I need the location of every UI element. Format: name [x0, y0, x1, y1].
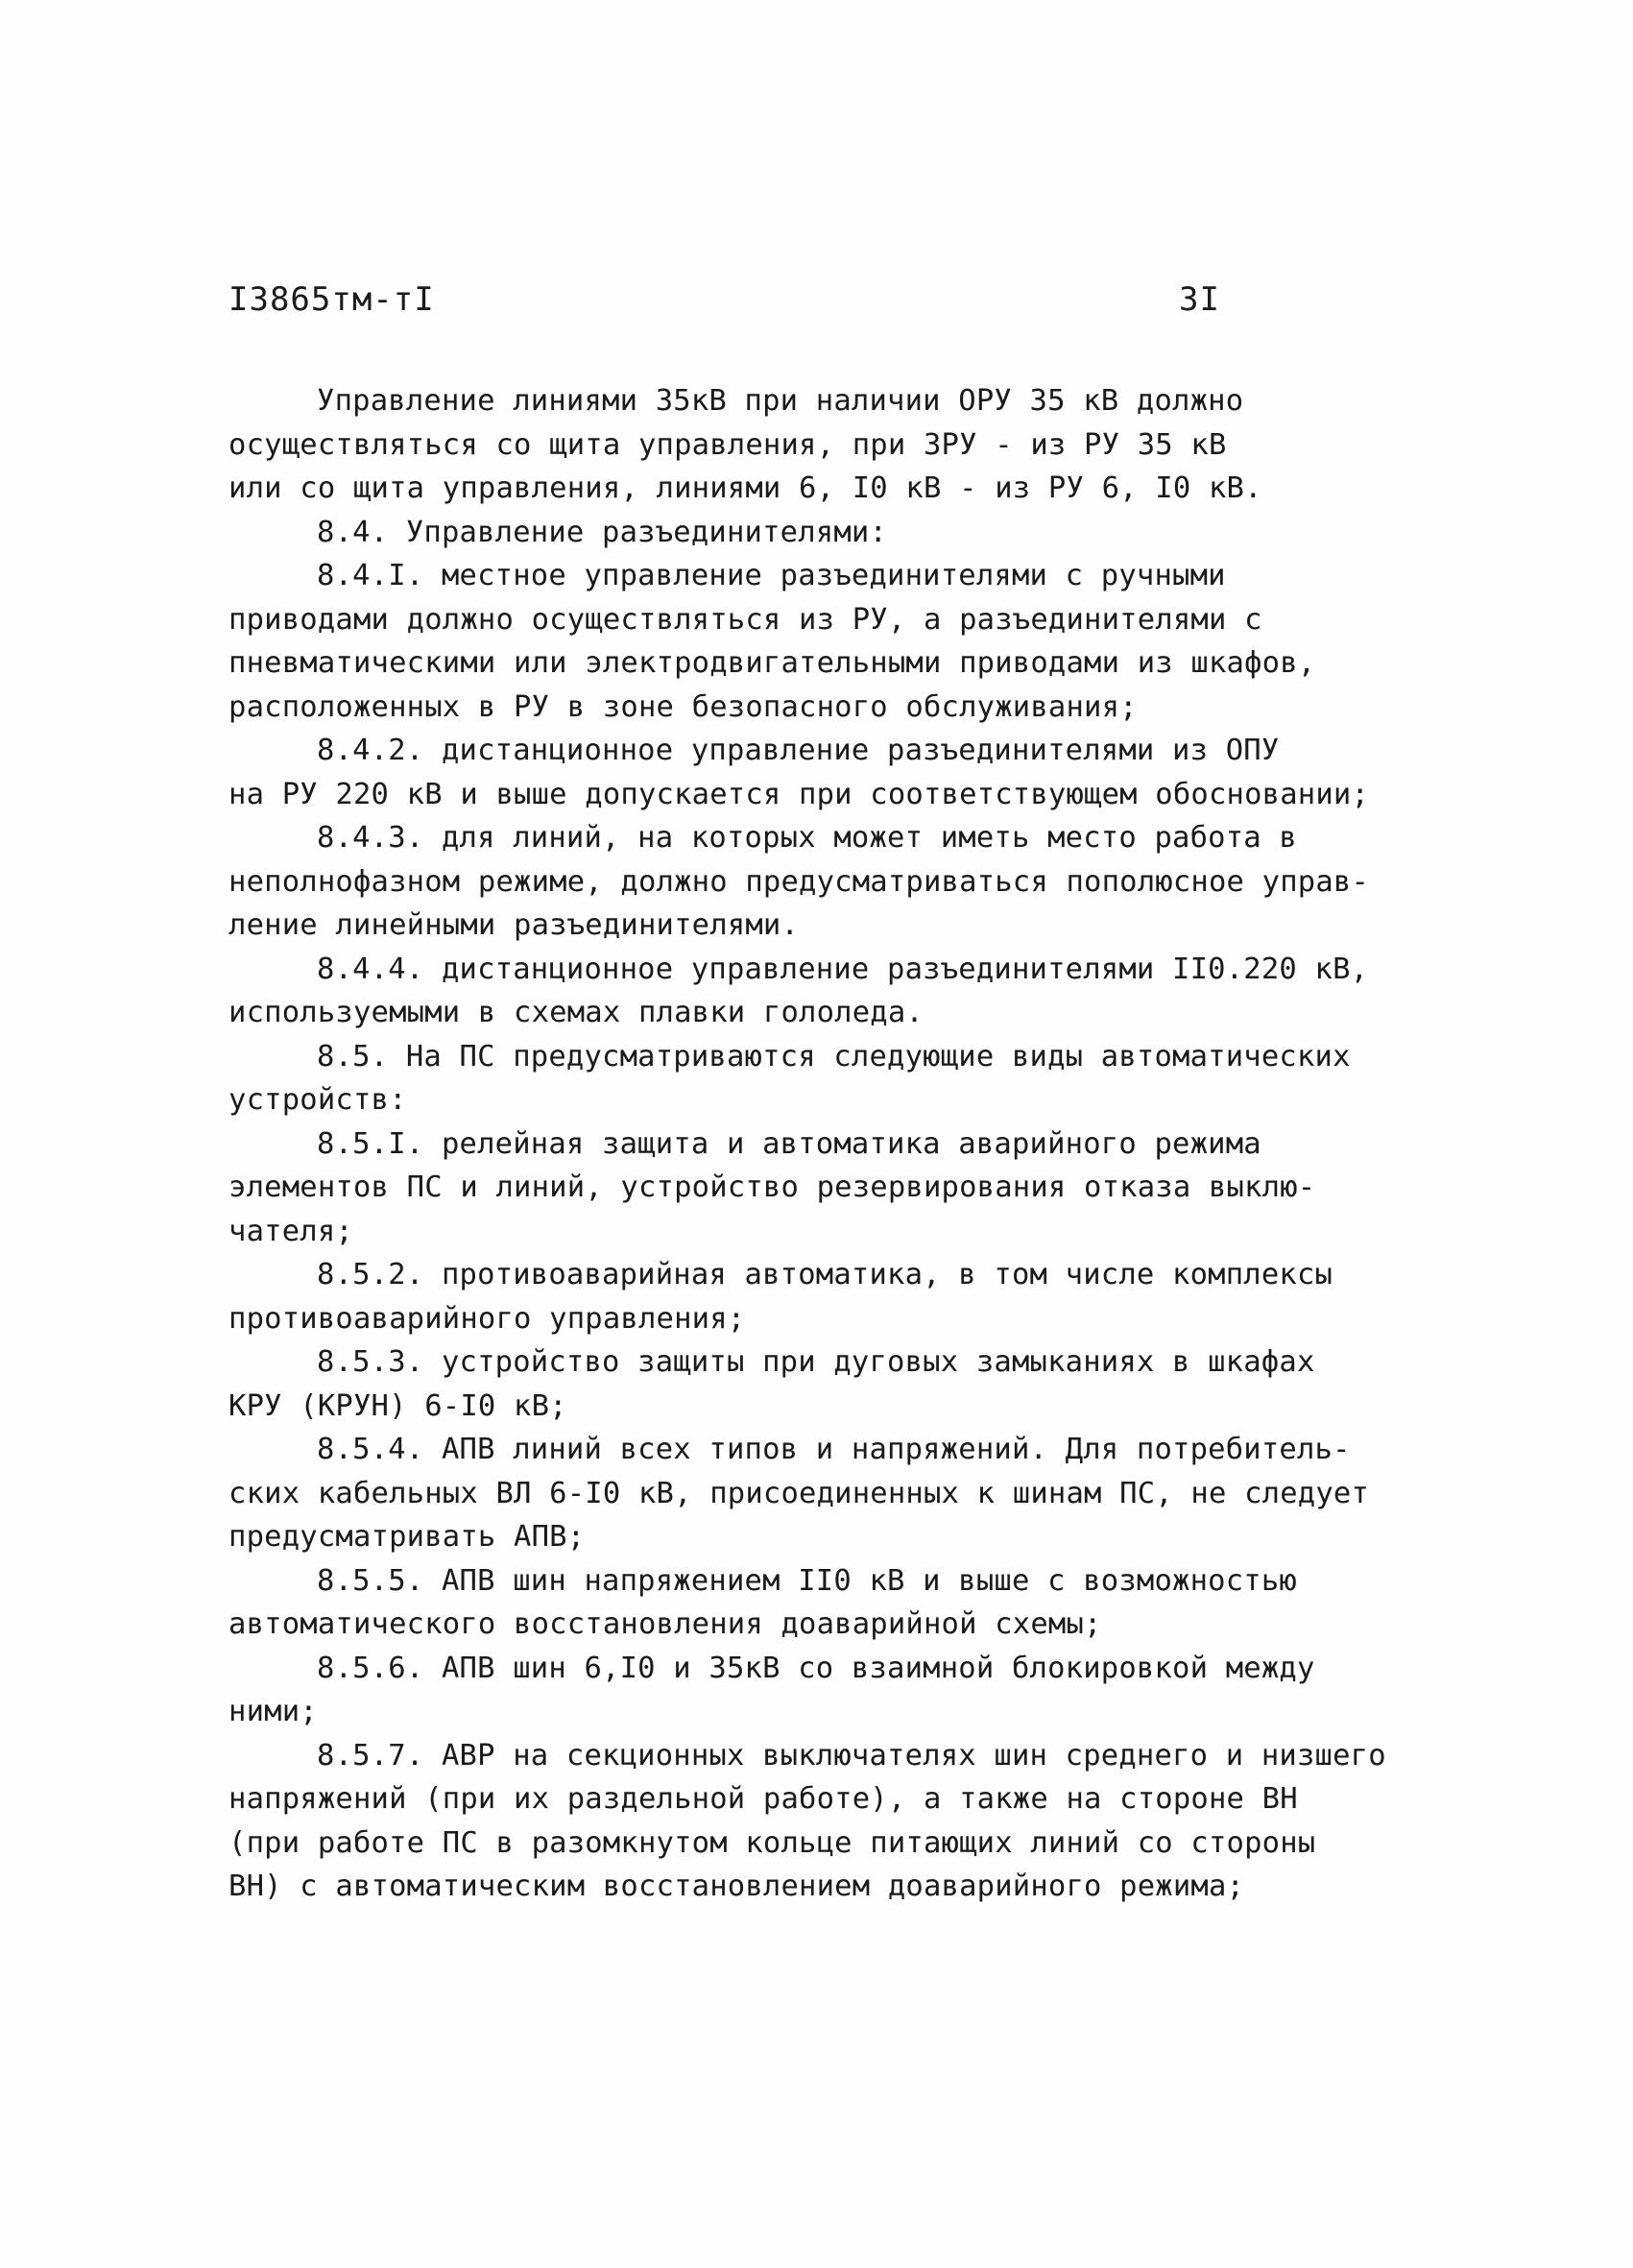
page-header	[228, 280, 1227, 328]
paragraph-line: устройств:	[228, 1083, 407, 1117]
paragraph-line: 8.5.5. АПВ шин напряжением II0 кВ и выше с возможностью	[317, 1563, 1297, 1598]
section-heading: 8.5. На ПС предусматриваются следующие виды автоматических	[317, 1039, 1351, 1074]
paragraph-line: расположенных в РУ в зоне безопасного обслуживания;	[228, 689, 1138, 724]
paragraph-line: ских кабельных ВЛ 6-I0 кВ, присоединенных к шинам ПС, не следует	[228, 1476, 1370, 1510]
paragraph-line: элементов ПС и линий, устройство резервирования отказа выклю-	[228, 1170, 1316, 1204]
page-number: 3I	[1179, 280, 1220, 319]
paragraph-line: 8.4.4. дистанционное управление разъединителями II0.220 кВ,	[317, 952, 1369, 986]
document-code: I3865тм-тI	[228, 280, 435, 319]
paragraph-line: автоматического восстановления доаварийной схемы;	[228, 1607, 1102, 1641]
paragraph-line: ление линейными разъединителями.	[228, 908, 800, 942]
paragraph-line: или со щита управления, линиями 6, I0 кВ - из РУ 6, I0 кВ.	[228, 471, 1262, 505]
paragraph-line: 8.5.6. АПВ шин 6,I0 и 35кВ со взаимной блокировкой между	[317, 1651, 1315, 1685]
paragraph-line: предусматривать АПВ;	[228, 1520, 586, 1554]
paragraph-line: чателя;	[228, 1214, 353, 1248]
paragraph-line: 8.5.I. релейная защита и автоматика аварийного режима	[317, 1126, 1261, 1161]
paragraph-line: 8.5.2. противоаварийная автоматика, в том числе комплексы	[317, 1258, 1333, 1291]
paragraph-line: осуществляться со щита управления, при ЗРУ - из РУ 35 кВ	[228, 427, 1227, 462]
paragraph-line: 8.4.I. местное управление разъединителями с ручными	[317, 559, 1226, 592]
paragraph-line: противоаварийного управления;	[228, 1301, 746, 1336]
paragraph-line: на РУ 220 кВ и выше допускается при соответствующем обосновании;	[228, 777, 1370, 811]
document-body	[228, 379, 1419, 1909]
paragraph-line: напряжений (при их раздельной работе), а также на стороне ВН	[228, 1782, 1298, 1816]
paragraph-line: Управление линиями 35кВ при наличии ОРУ 35 кВ должно	[317, 384, 1244, 418]
paragraph-line: ними;	[228, 1695, 318, 1728]
paragraph-line: 8.5.7. АВР на секционных выключателях шин среднего и низшего	[317, 1738, 1386, 1773]
paragraph-line: приводами должно осуществляться из РУ, а разъединителями с	[228, 602, 1262, 637]
paragraph-line: 8.5.3. устройство защиты при дуговых замыканиях в шкафах	[317, 1345, 1315, 1379]
paragraph-line: 8.5.4. АПВ линий всех типов и напряжений. Для потребитель-	[317, 1433, 1351, 1466]
paragraph-line: используемыми в схемах плавки гололеда.	[228, 996, 924, 1029]
paragraph-line: (при работе ПС в разомкнутом кольце питающих линий со стороны	[228, 1825, 1316, 1860]
section-heading: 8.4. Управление разъединителями:	[317, 515, 888, 549]
paragraph-line: ВН) с автоматическим восстановлением доаварийного режима;	[228, 1870, 1245, 1903]
paragraph-line: КРУ (КРУН) 6-I0 кВ;	[228, 1388, 567, 1423]
paragraph-line: пневматическими или электродвигательными приводами из шкафов,	[228, 646, 1316, 680]
paragraph-line: 8.4.3. для линий, на которых может иметь место работа в	[317, 821, 1297, 855]
paragraph-line: неполнофазном режиме, должно предусматриваться пополюсное управ-	[228, 864, 1370, 899]
paragraph-line: 8.4.2. дистанционное управление разъединителями из ОПУ	[317, 734, 1280, 767]
